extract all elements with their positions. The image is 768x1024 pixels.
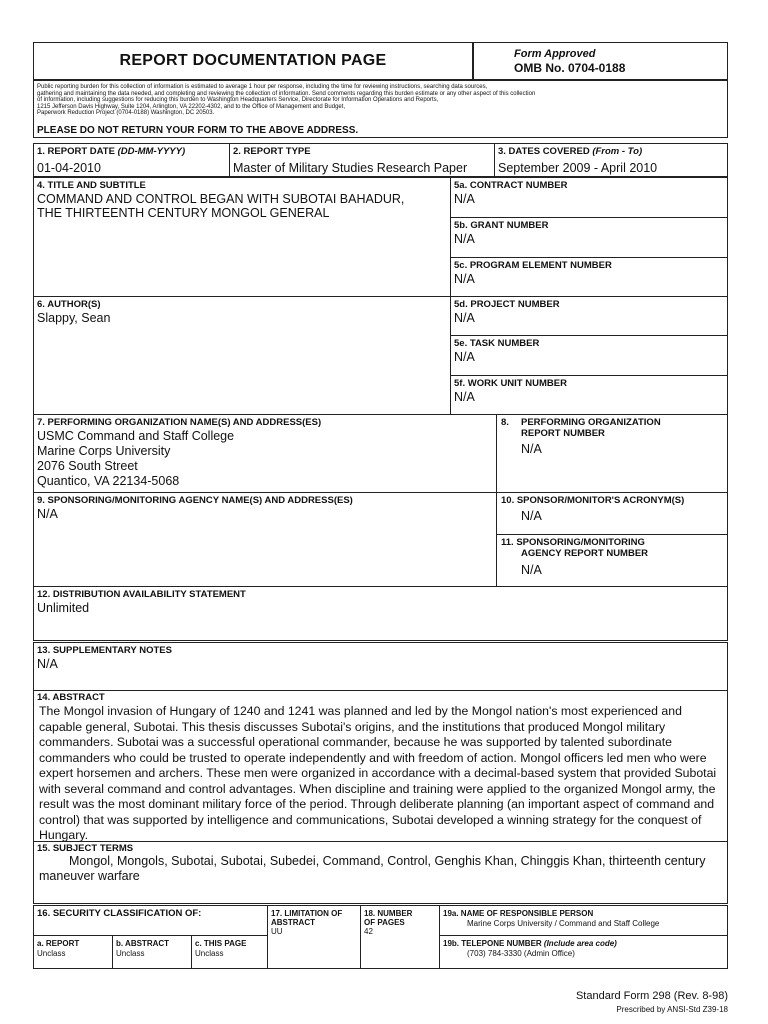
telephone-field bbox=[439, 935, 728, 969]
work-unit-value: N/A bbox=[454, 390, 475, 404]
security-abstract-label: b. ABSTRACT bbox=[116, 939, 170, 948]
work-unit-label: 5f. WORK UNIT NUMBER bbox=[454, 378, 567, 389]
performing-organization-field bbox=[33, 414, 497, 493]
abstract-label: 14. ABSTRACT bbox=[37, 692, 105, 703]
limitation-value: UU bbox=[271, 927, 283, 936]
project-number-value: N/A bbox=[454, 311, 475, 325]
supplementary-notes-field bbox=[33, 642, 728, 691]
number-of-pages-field bbox=[360, 905, 440, 969]
contract-number-label: 5a. CONTRACT NUMBER bbox=[454, 180, 568, 191]
project-number-field bbox=[450, 296, 728, 336]
work-unit-field bbox=[450, 375, 728, 415]
performing-line-1: USMC Command and Staff College bbox=[37, 429, 235, 443]
performing-line-4: Quantico, VA 22134-5068 bbox=[37, 474, 180, 488]
burden-line-5: Paperwork Reduction Project (0704-0188) Washington, DC 20503. bbox=[37, 110, 215, 117]
sponsor-acronym-field bbox=[496, 492, 728, 535]
title-label: 4. TITLE AND SUBTITLE bbox=[37, 180, 146, 191]
performing-report-number-label-2: REPORT NUMBER bbox=[521, 428, 605, 439]
security-classification-field bbox=[33, 905, 268, 936]
sponsor-acronym-value: N/A bbox=[521, 509, 542, 523]
telephone-value: (703) 784-3330 (Admin Office) bbox=[467, 949, 575, 958]
subject-terms-text: Mongol, Mongols, Subotai, Subotai, Subedei, Command, Control, Genghis Khan, Chinggis Khan, thirteenth century maneuver warfare bbox=[39, 854, 706, 883]
grant-number-value: N/A bbox=[454, 232, 475, 246]
task-number-value: N/A bbox=[454, 350, 475, 364]
report-date-value: 01-04-2010 bbox=[37, 161, 101, 175]
grant-number-label: 5b. GRANT NUMBER bbox=[454, 220, 549, 231]
sponsor-report-number-label-1: 11. SPONSORING/MONITORING bbox=[501, 537, 645, 548]
performing-organization-label: 7. PERFORMING ORGANIZATION NAME(S) AND ADDRESS(ES) bbox=[37, 417, 322, 428]
performing-line-2: Marine Corps University bbox=[37, 444, 171, 458]
responsible-person-label: 19a. NAME OF RESPONSIBLE PERSON bbox=[443, 909, 594, 918]
form-title: REPORT DOCUMENTATION PAGE bbox=[33, 42, 473, 80]
sponsoring-agency-value: N/A bbox=[37, 507, 58, 521]
burden-line-1: Public reporting burden for this collection of information is estimated to average 1 hour per response, including the time for reviewing instructions, searching data sources, bbox=[37, 84, 488, 90]
security-page-field bbox=[191, 935, 268, 969]
limitation-label-2: ABSTRACT bbox=[271, 918, 315, 927]
author-value: Slappy, Sean bbox=[37, 311, 111, 325]
omb-box bbox=[473, 42, 728, 80]
security-report-field bbox=[33, 935, 113, 969]
title-line-2: THE THIRTEENTH CENTURY MONGOL GENERAL bbox=[37, 206, 330, 220]
security-abstract-value: Unclass bbox=[116, 949, 145, 958]
pages-label-2: OF PAGES bbox=[364, 918, 405, 927]
abstract-field bbox=[33, 690, 728, 842]
burden-line-2: gathering and maintaining the data needed, and completing and reviewing the collection of information. Send comments regarding this burden estimate or any other aspect of this collection bbox=[37, 90, 536, 97]
distribution-value: Unlimited bbox=[37, 601, 90, 615]
sponsor-report-number-value: N/A bbox=[521, 563, 542, 577]
limitation-label-1: 17. LIMITATION OF bbox=[271, 909, 343, 918]
performing-report-number-label-1: PERFORMING ORGANIZATION bbox=[521, 417, 661, 428]
responsible-person-value: Marine Corps University / Command and Staff College bbox=[467, 919, 660, 928]
sponsor-report-number-field bbox=[496, 534, 728, 587]
responsible-person-field bbox=[439, 905, 728, 936]
program-element-value: N/A bbox=[454, 272, 475, 286]
security-page-value: Unclass bbox=[195, 949, 224, 958]
subject-terms-field bbox=[33, 841, 728, 904]
grant-number-field bbox=[450, 217, 728, 258]
security-report-label: a. REPORT bbox=[37, 939, 80, 948]
limitation-field bbox=[267, 905, 361, 969]
distribution-label: 12. DISTRIBUTION AVAILABILITY STATEMENT bbox=[37, 589, 246, 600]
report-documentation-form bbox=[33, 42, 728, 993]
author-field bbox=[33, 296, 451, 415]
performing-report-number-value: N/A bbox=[521, 442, 542, 456]
form-approved-label: Form Approved bbox=[514, 48, 596, 60]
project-number-label: 5d. PROJECT NUMBER bbox=[454, 299, 560, 310]
report-type-label: 2. REPORT TYPE bbox=[233, 146, 311, 157]
dates-covered-field bbox=[494, 143, 728, 177]
performing-report-number-field bbox=[496, 414, 728, 493]
burden-line-4: 1215 Jefferson Davis Highway, Suite 1204, Arlington, VA 22202-4302, and to the Office of Management and Budget, bbox=[37, 103, 346, 110]
security-abstract-field bbox=[112, 935, 192, 969]
standard-form-number: Standard Form 298 (Rev. 8-98) bbox=[575, 990, 728, 1002]
title-subtitle-field bbox=[33, 177, 451, 297]
report-type-field bbox=[229, 143, 495, 177]
dates-covered-format: (From - To) bbox=[592, 146, 643, 157]
dates-covered-label: 3. DATES COVERED bbox=[498, 146, 590, 157]
sponsor-report-number-label-2: AGENCY REPORT NUMBER bbox=[521, 548, 649, 559]
distribution-field bbox=[33, 586, 728, 641]
author-label: 6. AUTHOR(S) bbox=[37, 299, 101, 310]
sponsoring-agency-label: 9. SPONSORING/MONITORING AGENCY NAME(S) AND ADDRESS(ES) bbox=[37, 495, 353, 506]
supplementary-notes-value: N/A bbox=[37, 657, 58, 671]
contract-number-field bbox=[450, 177, 728, 218]
task-number-field bbox=[450, 335, 728, 376]
sponsor-acronym-label: 10. SPONSOR/MONITOR'S ACRONYM(S) bbox=[501, 495, 685, 506]
burden-statement bbox=[33, 80, 728, 138]
burden-line-3: of information, including suggestions for reducing this burden to Washington Headquarters Service, Directorate for Information Operations and Reports, bbox=[37, 97, 439, 104]
pages-value: 42 bbox=[364, 927, 373, 936]
program-element-label: 5c. PROGRAM ELEMENT NUMBER bbox=[454, 260, 612, 271]
performing-report-number-index: 8. bbox=[501, 417, 509, 428]
telephone-label: 19b. TELEPONE NUMBER bbox=[443, 939, 542, 948]
security-page-label: c. THIS PAGE bbox=[195, 939, 247, 948]
program-element-field bbox=[450, 257, 728, 297]
security-report-value: Unclass bbox=[37, 949, 66, 958]
performing-line-3: 2076 South Street bbox=[37, 459, 138, 473]
supplementary-notes-label: 13. SUPPLEMENTARY NOTES bbox=[37, 645, 172, 656]
pages-label-1: 18. NUMBER bbox=[364, 909, 413, 918]
omb-number: OMB No. 0704-0188 bbox=[514, 61, 626, 75]
prescribed-by: Prescribed by ANSI-Std Z39-18 bbox=[616, 1005, 728, 1014]
task-number-label: 5e. TASK NUMBER bbox=[454, 338, 540, 349]
telephone-hint: (Include area code) bbox=[543, 939, 617, 948]
security-classification-label: 16. SECURITY CLASSIFICATION OF: bbox=[37, 908, 202, 919]
report-date-label: 1. REPORT DATE bbox=[37, 146, 115, 157]
title-line-1: COMMAND AND CONTROL BEGAN WITH SUBOTAI BAHADUR, bbox=[37, 192, 405, 206]
abstract-text: The Mongol invasion of Hungary of 1240 and 1241 was planned and led by the Mongol nation's most experienced and capable general, Subotai. This thesis discusses Subotai's origins, and the institutions that produced Mongol military commanders. Subotai was a successful operational commander, because he was supported by talented subordinate commanders who could be trusted to operate independently and with freedom of action. Mongol officers led men who were expert horsemen and archers. These men were organized in accordance with a decimal-based system that provided Subotai with several command and control advantages. When discipline and training were applied to the organized Mongol army, the result was the most dominant military force of the period. Through deliberate planning (an important aspect of command and control) that was supported by intelligence and communications, Subotai developed a winning strategy for the conquest of Hungary. bbox=[39, 704, 717, 842]
subject-terms-label: 15. SUBJECT TERMS bbox=[37, 843, 134, 854]
report-date-field bbox=[33, 143, 230, 177]
return-notice: PLEASE DO NOT RETURN YOUR FORM TO THE ABOVE ADDRESS. bbox=[37, 125, 359, 136]
dates-covered-value: September 2009 - April 2010 bbox=[498, 161, 658, 175]
sponsoring-agency-field bbox=[33, 492, 497, 587]
report-type-value: Master of Military Studies Research Paper bbox=[233, 161, 468, 175]
report-date-format: (DD-MM-YYYY) bbox=[117, 146, 186, 157]
contract-number-value: N/A bbox=[454, 192, 475, 206]
